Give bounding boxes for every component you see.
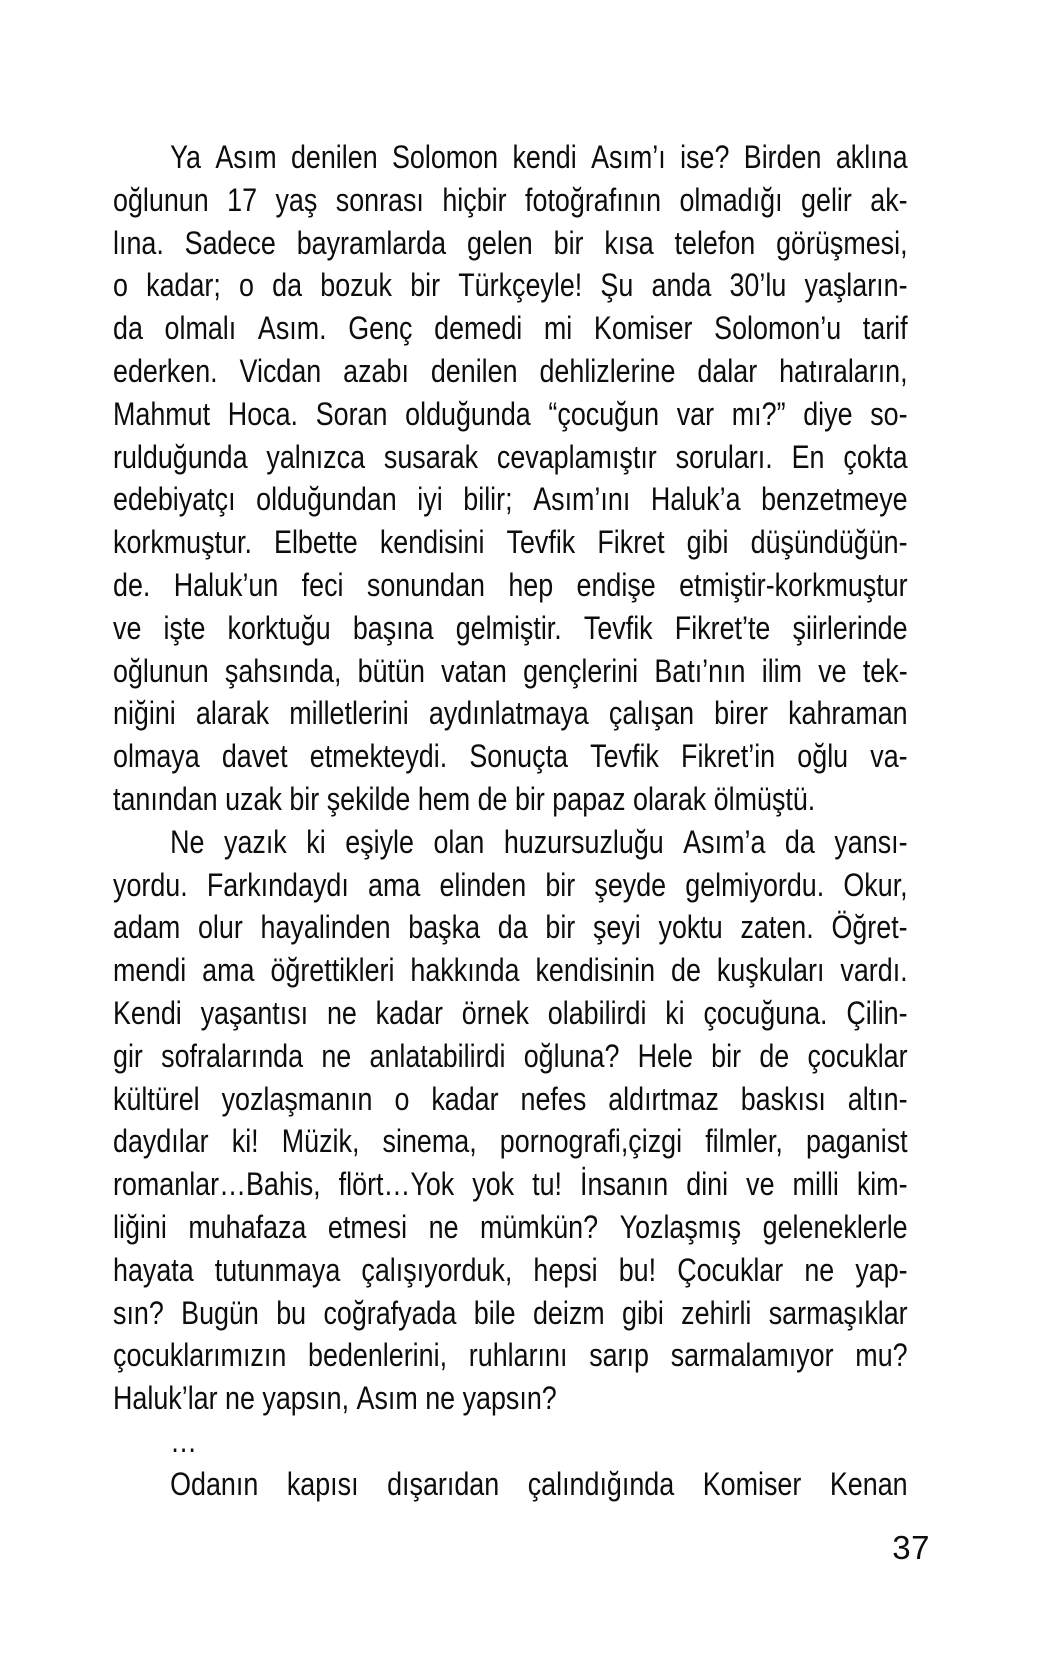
word: düşündüğün- bbox=[750, 524, 908, 561]
word: ise? bbox=[680, 139, 730, 175]
text-line bbox=[113, 821, 908, 864]
word: hakkında bbox=[410, 952, 520, 989]
word: Asım’ını bbox=[533, 481, 631, 518]
word: cevaplamıştır bbox=[496, 438, 657, 475]
text-line bbox=[113, 1292, 908, 1335]
word: zaten. bbox=[740, 909, 814, 946]
word: yoktu bbox=[658, 909, 723, 946]
word: azabı bbox=[343, 352, 409, 389]
word: aldırtmaz bbox=[608, 1080, 719, 1117]
word: Haluk’lar bbox=[113, 1380, 218, 1417]
word: korktuğu bbox=[227, 609, 331, 646]
word: kuşkuları bbox=[716, 952, 825, 989]
text-line bbox=[113, 607, 908, 650]
text-line bbox=[113, 992, 908, 1035]
word: niğini bbox=[113, 695, 176, 732]
word: bile bbox=[473, 1294, 516, 1331]
word: Genç bbox=[348, 310, 413, 347]
text-line bbox=[113, 222, 908, 265]
word: şeyi bbox=[592, 909, 641, 946]
word: “çocuğun bbox=[548, 395, 660, 432]
word: sonrası bbox=[335, 181, 424, 218]
word: Komiser bbox=[593, 310, 693, 347]
word: gelen bbox=[466, 224, 533, 261]
word: Çocuklar bbox=[677, 1251, 784, 1288]
word: liğini bbox=[113, 1208, 167, 1245]
word: ilim bbox=[761, 652, 803, 689]
word: daydılar bbox=[113, 1123, 209, 1160]
word: Asım. bbox=[257, 310, 327, 347]
word: Fikret’in bbox=[681, 738, 776, 775]
word: hepsi bbox=[533, 1251, 598, 1288]
word: şahsında, bbox=[224, 652, 342, 689]
text-line bbox=[113, 864, 908, 907]
word: gelmiyordu. bbox=[685, 866, 825, 903]
text-line bbox=[113, 179, 908, 222]
text-line bbox=[113, 1035, 908, 1078]
word: sarıp bbox=[589, 1337, 649, 1374]
word: baskısı bbox=[740, 1080, 826, 1117]
word: zehirli bbox=[681, 1294, 752, 1331]
text-line bbox=[113, 521, 908, 564]
word: Yozlaşmış bbox=[619, 1208, 742, 1245]
word: Sonuçta bbox=[469, 738, 568, 775]
word: gelmiştir. bbox=[455, 609, 562, 646]
word: 30’lu bbox=[729, 267, 787, 304]
word: geleneklerle bbox=[762, 1208, 908, 1245]
word: Tevfik bbox=[506, 524, 576, 561]
word: En bbox=[791, 438, 825, 475]
word: bir bbox=[545, 866, 576, 903]
word: yazık bbox=[224, 823, 287, 860]
word: gibi bbox=[622, 1294, 664, 1331]
word: da bbox=[497, 909, 528, 946]
word: mu? bbox=[855, 1337, 908, 1374]
word: dalar bbox=[697, 352, 758, 389]
word: eşiyle bbox=[345, 823, 414, 860]
word: ölmüştü. bbox=[713, 780, 816, 817]
word: çalındığında bbox=[527, 1465, 675, 1502]
word: papaz bbox=[552, 780, 626, 817]
word: Kendi bbox=[113, 994, 182, 1031]
word: hayata bbox=[113, 1251, 194, 1288]
word: kadar bbox=[375, 994, 443, 1031]
word: bir bbox=[545, 909, 576, 946]
word: Hoca. bbox=[227, 395, 299, 432]
word: Okur, bbox=[843, 866, 908, 903]
page-number: 37 bbox=[892, 1528, 930, 1566]
word: da bbox=[784, 823, 815, 860]
word: kapısı bbox=[286, 1465, 359, 1502]
word: sarmalamıyor bbox=[670, 1337, 834, 1374]
text-line bbox=[113, 393, 908, 436]
word: de bbox=[759, 1037, 790, 1074]
word: Öğret- bbox=[831, 909, 908, 946]
text-line bbox=[113, 564, 908, 607]
text-line bbox=[113, 1377, 908, 1420]
word: benzetmeye bbox=[761, 481, 908, 518]
word: olarak bbox=[632, 780, 707, 817]
word: flört…Yok bbox=[338, 1166, 455, 1203]
word: ama bbox=[202, 952, 255, 989]
word: mendi bbox=[113, 952, 187, 989]
word: rulduğunda bbox=[113, 438, 248, 475]
word: ve bbox=[746, 1166, 775, 1203]
word: de bbox=[477, 780, 508, 817]
word: Farkındaydı bbox=[206, 866, 349, 903]
word: vatan bbox=[441, 652, 507, 689]
word: Türkçeyle! bbox=[458, 267, 583, 304]
word: gelir bbox=[801, 181, 852, 218]
word: şeyde bbox=[594, 866, 667, 903]
word: denilen bbox=[290, 139, 378, 175]
word: Ya bbox=[170, 139, 202, 175]
word: diye bbox=[803, 395, 853, 432]
word: kadar; bbox=[146, 267, 221, 304]
word: bir bbox=[289, 780, 320, 817]
word: yaşantısı bbox=[200, 994, 309, 1031]
word: tu! bbox=[532, 1166, 563, 1203]
word: Haluk’un bbox=[173, 566, 279, 603]
word: soruları. bbox=[675, 438, 773, 475]
word: bayramlarda bbox=[296, 224, 447, 261]
word: kim- bbox=[856, 1166, 908, 1203]
text-line bbox=[113, 949, 908, 992]
word: dışarıdan bbox=[387, 1465, 500, 1502]
word: bozuk bbox=[320, 267, 392, 304]
word: tutunmaya bbox=[214, 1251, 341, 1288]
word: ki bbox=[665, 994, 685, 1031]
word: huzursuzluğu bbox=[503, 823, 664, 860]
word: örnek bbox=[461, 994, 529, 1031]
word: oğluna? bbox=[523, 1037, 620, 1074]
word: lına. bbox=[113, 224, 164, 261]
page-number-row bbox=[113, 1526, 930, 1569]
word: kısa bbox=[604, 224, 654, 261]
word: muhafaza bbox=[188, 1208, 307, 1245]
word: birer bbox=[714, 695, 768, 732]
text-line bbox=[113, 692, 908, 735]
word: ve bbox=[818, 652, 847, 689]
word: yozlaşmanın bbox=[221, 1080, 373, 1117]
word: bütün bbox=[357, 652, 425, 689]
word: görüşmesi, bbox=[776, 224, 908, 261]
word: var bbox=[676, 395, 715, 432]
word: Vicdan bbox=[239, 352, 322, 389]
body-text bbox=[113, 136, 908, 1506]
word: telefon bbox=[674, 224, 756, 261]
word: feci bbox=[301, 566, 344, 603]
word: başka bbox=[408, 909, 481, 946]
text-line bbox=[113, 778, 908, 821]
word: deizm bbox=[532, 1294, 605, 1331]
word: ne bbox=[321, 1037, 352, 1074]
word: olmalı bbox=[164, 310, 237, 347]
word: da bbox=[272, 267, 303, 304]
word: aklına bbox=[835, 139, 908, 175]
word: bir bbox=[514, 780, 545, 817]
word: tanından bbox=[113, 780, 218, 817]
word: Asım’ı bbox=[591, 139, 666, 175]
word: kendi bbox=[512, 139, 577, 175]
word: tarif bbox=[862, 310, 908, 347]
text-line bbox=[113, 264, 908, 307]
word: Mahmut bbox=[113, 395, 211, 432]
text-line bbox=[113, 1163, 908, 1206]
text-line bbox=[113, 478, 908, 521]
text-line bbox=[113, 1334, 908, 1377]
word: alarak bbox=[195, 695, 270, 732]
word: fotoğrafının bbox=[525, 181, 662, 218]
word: kültürel bbox=[113, 1080, 200, 1117]
word: gir bbox=[113, 1037, 143, 1074]
word: olur bbox=[197, 909, 243, 946]
word: hep bbox=[508, 566, 554, 603]
word: Hele bbox=[637, 1037, 693, 1074]
word: anlatabilirdi bbox=[369, 1037, 506, 1074]
word: yordu. bbox=[113, 866, 188, 903]
word: olmaya bbox=[113, 738, 200, 775]
word: bir bbox=[553, 224, 584, 261]
word: çokta bbox=[843, 438, 908, 475]
word: bedenlerini, bbox=[308, 1337, 448, 1374]
word: ak- bbox=[870, 181, 908, 218]
word: de bbox=[670, 952, 701, 989]
word: Ne bbox=[170, 823, 205, 860]
word: ne bbox=[428, 1208, 459, 1245]
text-line bbox=[113, 1078, 908, 1121]
word: so- bbox=[870, 395, 908, 432]
word: korkmuştur. bbox=[113, 524, 252, 561]
word: Komiser bbox=[702, 1465, 802, 1502]
word: ruhlarını bbox=[468, 1337, 568, 1374]
word: aydınlatmaya bbox=[428, 695, 589, 732]
word: sın? bbox=[113, 1294, 164, 1331]
text-line bbox=[113, 1120, 908, 1163]
word: filmler, bbox=[705, 1123, 783, 1160]
word: anda bbox=[651, 267, 712, 304]
word: Asım bbox=[215, 139, 277, 175]
word: da bbox=[113, 310, 143, 347]
word: Çilin- bbox=[846, 994, 908, 1031]
word: ama bbox=[367, 866, 421, 903]
word: o bbox=[113, 267, 128, 304]
word: Sadece bbox=[184, 224, 276, 261]
word: Soran bbox=[315, 395, 388, 432]
word: sonundan bbox=[366, 566, 485, 603]
word: oğlunun bbox=[113, 652, 209, 689]
word: bilir; bbox=[463, 481, 513, 518]
word: o bbox=[394, 1080, 410, 1117]
word: Tevfik bbox=[583, 609, 653, 646]
word: gençlerini bbox=[523, 652, 639, 689]
word: başına bbox=[352, 609, 434, 646]
word: Fikret bbox=[597, 524, 665, 561]
word: mümkün? bbox=[480, 1208, 599, 1245]
word: sofralarında bbox=[161, 1037, 304, 1074]
word: bir bbox=[410, 267, 441, 304]
word: ne bbox=[326, 994, 357, 1031]
word: o bbox=[239, 267, 254, 304]
word: yalnızca bbox=[266, 438, 366, 475]
word: oğlu bbox=[797, 738, 849, 775]
word: ve bbox=[113, 609, 142, 646]
text-line bbox=[113, 1420, 908, 1463]
text-line bbox=[113, 136, 908, 179]
word: etmekteydi. bbox=[309, 738, 448, 775]
word: Müzik, bbox=[281, 1123, 360, 1160]
word: Solomon bbox=[391, 139, 499, 175]
text-line bbox=[113, 350, 908, 393]
word: bir bbox=[711, 1037, 742, 1074]
word: etmiştir-korkmuştur bbox=[679, 566, 908, 603]
word: iyi bbox=[417, 481, 443, 518]
word: yap- bbox=[855, 1251, 908, 1288]
word: Batı’nın bbox=[654, 652, 746, 689]
word: yapsın, bbox=[262, 1380, 350, 1417]
word: sinema, bbox=[382, 1123, 477, 1160]
word: … bbox=[170, 1422, 197, 1459]
word: şekilde bbox=[326, 780, 411, 817]
word: Asım’a bbox=[683, 823, 766, 860]
word: şiirlerinde bbox=[792, 609, 908, 646]
word: endişe bbox=[576, 566, 656, 603]
word: olan bbox=[433, 823, 485, 860]
text-line bbox=[113, 906, 908, 949]
word: adam bbox=[113, 909, 181, 946]
word: olduğundan bbox=[256, 481, 397, 518]
word: Şu bbox=[600, 267, 634, 304]
word: hem bbox=[417, 780, 471, 817]
word: ne bbox=[804, 1251, 835, 1288]
word: yaş bbox=[275, 181, 318, 218]
word: edebiyatçı bbox=[113, 481, 236, 518]
word: kendisini bbox=[379, 524, 485, 561]
word: hayalinden bbox=[260, 909, 391, 946]
word: bu! bbox=[618, 1251, 657, 1288]
word: Birden bbox=[743, 139, 822, 175]
word: paganist bbox=[805, 1123, 908, 1160]
word: kadar bbox=[431, 1080, 499, 1117]
word: va- bbox=[870, 738, 908, 775]
word: de. bbox=[113, 566, 151, 603]
word: elinden bbox=[439, 866, 527, 903]
word: Asım bbox=[356, 1380, 418, 1417]
text-line bbox=[113, 650, 908, 693]
text-line bbox=[113, 1463, 908, 1506]
word: dehlizlerine bbox=[539, 352, 676, 389]
word: ki! bbox=[231, 1123, 259, 1160]
word: demedi bbox=[434, 310, 523, 347]
word: dini bbox=[686, 1166, 729, 1203]
word: davet bbox=[221, 738, 288, 775]
word: İnsanın bbox=[580, 1166, 669, 1203]
word: uzak bbox=[225, 780, 282, 817]
word: ne bbox=[225, 1380, 255, 1417]
word: hatıraların, bbox=[779, 352, 908, 389]
word: çalışan bbox=[608, 695, 695, 732]
word: yapsın? bbox=[462, 1380, 557, 1417]
word: Haluk’a bbox=[650, 481, 741, 518]
word: kendisinin bbox=[535, 952, 656, 989]
word: olduğunda bbox=[405, 395, 531, 432]
word: gibi bbox=[686, 524, 729, 561]
word: Fikret’te bbox=[674, 609, 771, 646]
word: altın- bbox=[847, 1080, 908, 1117]
word: ki bbox=[306, 823, 326, 860]
text-line bbox=[113, 1206, 908, 1249]
word: bu bbox=[276, 1294, 307, 1331]
word: sarmaşıklar bbox=[768, 1294, 908, 1331]
text-line bbox=[113, 735, 908, 778]
word: işte bbox=[163, 609, 206, 646]
word: coğrafyada bbox=[323, 1294, 457, 1331]
word: milli bbox=[792, 1166, 839, 1203]
word: öğrettikleri bbox=[270, 952, 395, 989]
word: romanlar…Bahis, bbox=[113, 1166, 321, 1203]
word: yaşların- bbox=[804, 267, 908, 304]
text-line bbox=[113, 436, 908, 479]
word: oğlunun bbox=[113, 181, 209, 218]
word: ederken. bbox=[113, 352, 218, 389]
word: yansı- bbox=[834, 823, 908, 860]
word: ne bbox=[425, 1380, 456, 1417]
word: yok bbox=[472, 1166, 515, 1203]
word: olabilirdi bbox=[547, 994, 647, 1031]
word: çocuğuna. bbox=[703, 994, 828, 1031]
word: mı?” bbox=[731, 395, 786, 432]
word: Odanın bbox=[170, 1465, 259, 1502]
word: etmesi bbox=[327, 1208, 408, 1245]
word: vardı. bbox=[840, 952, 908, 989]
word: Tevfik bbox=[590, 738, 659, 775]
text-line bbox=[113, 1249, 908, 1292]
word: denilen bbox=[430, 352, 518, 389]
word: olmadığı bbox=[679, 181, 783, 218]
word: çocuklar bbox=[807, 1037, 908, 1074]
word: Elbette bbox=[274, 524, 358, 561]
word: hiçbir bbox=[442, 181, 507, 218]
text-line bbox=[113, 307, 908, 350]
word: çalışıyorduk, bbox=[361, 1251, 513, 1288]
word: pornografi,çizgi bbox=[499, 1123, 683, 1160]
word: Bugün bbox=[181, 1294, 259, 1331]
word: tek- bbox=[862, 652, 908, 689]
word: milletlerini bbox=[289, 695, 409, 732]
word: Kenan bbox=[829, 1465, 908, 1502]
word: 17 bbox=[227, 181, 258, 218]
word: kahraman bbox=[788, 695, 908, 732]
word: Solomon’u bbox=[714, 310, 842, 347]
word: susarak bbox=[383, 438, 479, 475]
word: nefes bbox=[520, 1080, 587, 1117]
word: mi bbox=[543, 310, 573, 347]
word: çocuklarımızın bbox=[113, 1337, 287, 1374]
